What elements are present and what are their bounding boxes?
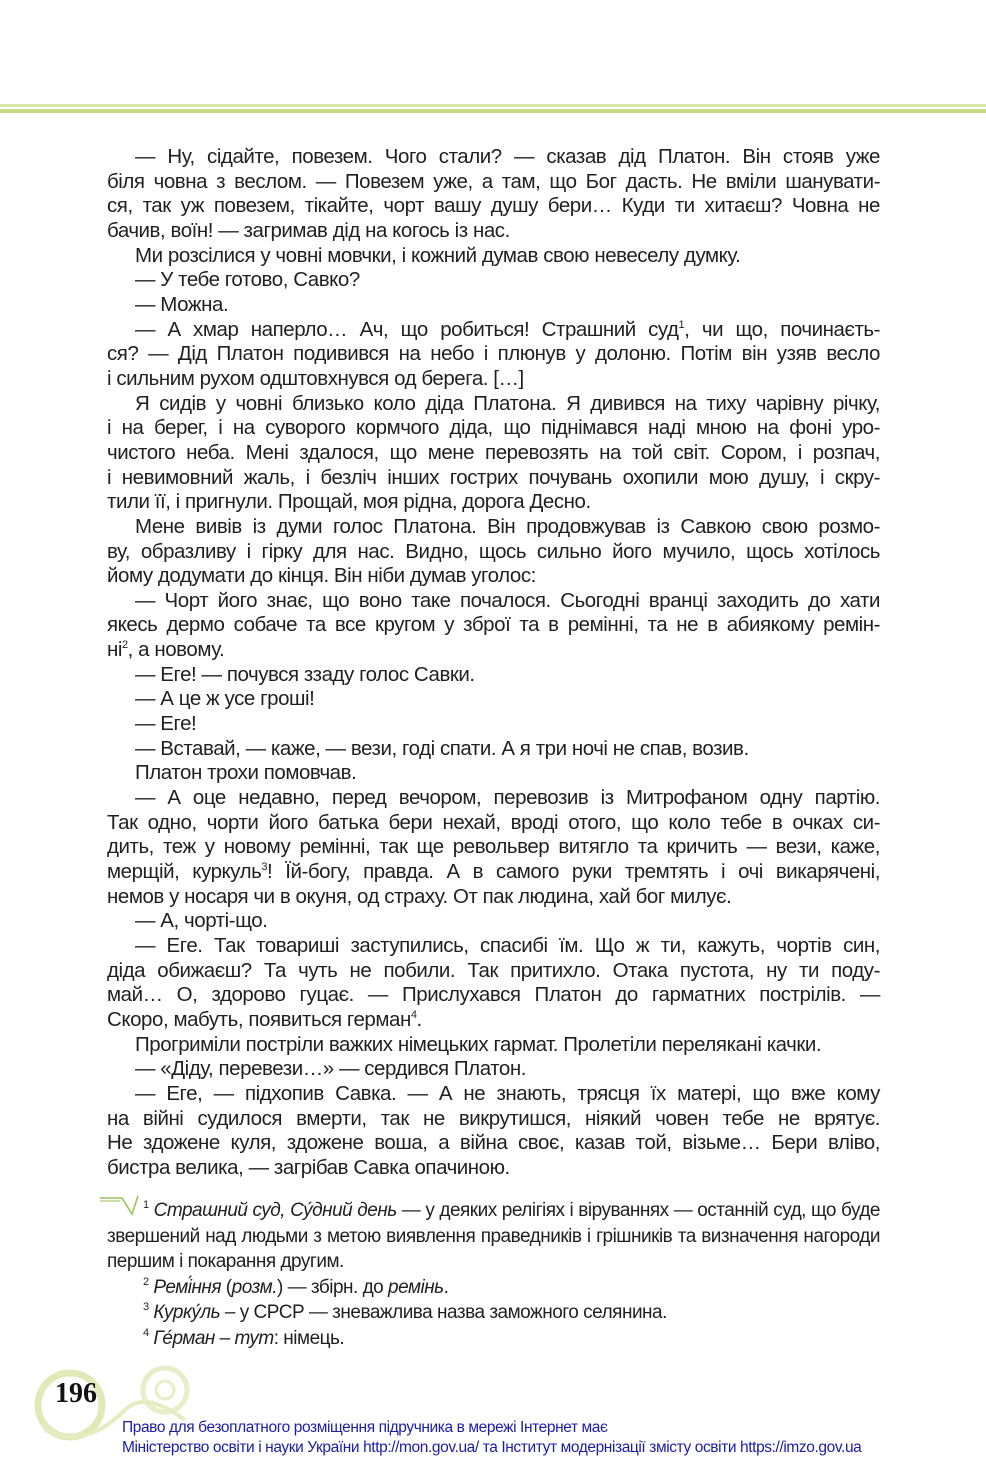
text-span: Ми розсілися у човні мовчки, і кожний думав свою невеселу думку.	[135, 243, 741, 267]
text-line	[107, 786, 880, 811]
text-span: ся? — Дід Платон подивився на небо і плюнув у долоню. Потім він узяв весло	[107, 342, 880, 366]
text-line	[107, 663, 880, 688]
text-line	[107, 342, 880, 367]
text-span: — Можна.	[135, 292, 229, 316]
text-span: немов у носаря чи в окуня, од страху. От пак людина, хай бог милує.	[107, 884, 732, 908]
footnote-number: 4	[143, 1326, 149, 1339]
text-span: ні	[107, 638, 122, 662]
footnote-ref: 3	[261, 861, 268, 874]
text-span: на війні судилося вмерти, так не викрутишся, ніякий човен тебе не врятує.	[107, 1106, 880, 1130]
text-line	[107, 934, 880, 959]
footnote-2	[107, 1275, 880, 1301]
text-line	[107, 1033, 880, 1058]
text-line	[107, 244, 880, 269]
footnote-3	[107, 1300, 880, 1326]
text-span: бачив, воїн! — загримав дід на когось із нас.	[107, 218, 510, 242]
text-line	[107, 1057, 880, 1082]
footnote-text: : німець.	[273, 1327, 345, 1349]
text-line	[107, 909, 880, 934]
footnotes	[107, 1198, 880, 1351]
text-line	[107, 1156, 880, 1181]
footnote-text: –	[214, 1327, 235, 1349]
footnote-term: Страшний суд, Су́дний день	[153, 1200, 397, 1221]
text-line	[107, 737, 880, 762]
text-span: — Еге. Так товариші заступились, спасибі їм. Що ж ти, кажуть, чортів син,	[135, 934, 880, 957]
text-line	[107, 515, 880, 540]
text-span: біля човна з веслом. — Повезем уже, а там, що Бог дасть. Не вміли шанувати-	[107, 169, 880, 193]
text-span: якесь дермо собаче та все кругом у зброї та в ремінні, та не в абиякому ремін-	[107, 613, 880, 637]
text-span: Я сидів у човні близько коло діда Платона. Я дивився на тиху чарівну річку,	[135, 391, 880, 415]
text-line	[107, 392, 880, 417]
footnote-term: ремінь	[388, 1276, 444, 1298]
footer-line-1: Право для безоплатного розміщення підручника в мережі Інтернет має	[122, 1419, 608, 1436]
text-span: Платон трохи помовчав.	[135, 761, 357, 785]
footnote-text: — у деяких релігіях і віруваннях — останній суд, що буде звершений над людьми з метою виявлення праведників і грішників та визначення нагороди першим і покарання другим.	[107, 1200, 880, 1272]
text-span: — А оце недавно, перед вечором, перевозив із Митрофаном одну партію.	[135, 786, 880, 810]
footnote-ref: 1	[678, 318, 685, 331]
text-line	[107, 416, 880, 441]
footnote-1	[107, 1198, 880, 1275]
text-span: чистого неба. Мені здалося, що мене перевозять на той світ. Сором, і розпач,	[107, 440, 880, 464]
text-span: , а новому.	[127, 638, 225, 662]
text-line	[107, 885, 880, 910]
text-line	[107, 1107, 880, 1132]
text-span: йому додумати до кінця. Він ніби думав уголос:	[107, 564, 536, 588]
text-span: — Вставай, — каже, — вези, годі спати. А я три ночі не спав, возив.	[135, 736, 749, 760]
text-span: Скоро, мабуть, появиться герман	[107, 1007, 411, 1031]
footnote-term: Ремі́ння	[153, 1276, 222, 1298]
text-line	[107, 983, 880, 1008]
text-line	[107, 564, 880, 589]
text-line	[107, 268, 880, 293]
text-span: — У тебе готово, Савко?	[135, 268, 360, 292]
copyright-footer	[122, 1418, 861, 1458]
text-line	[107, 441, 880, 466]
text-line	[107, 1131, 880, 1156]
text-line	[107, 490, 880, 515]
footnote-text: ) — збірн. до	[276, 1276, 389, 1298]
text-span: — Еге, — підхопив Савка. — А не знають, трясця їх матері, що вже кому	[135, 1081, 880, 1105]
page-number: 196	[55, 1378, 97, 1409]
text-line	[107, 466, 880, 491]
footnote-text: – у СРСР — зневажлива назва заможного селянина.	[220, 1302, 667, 1323]
text-span: і невимовний жаль, і безліч інших гострих почувань охопили мою душу, і скру-	[107, 465, 880, 489]
footnote-number: 1	[143, 1199, 149, 1211]
text-line	[107, 687, 880, 712]
text-line	[107, 860, 880, 885]
footnote-term: Ге́рман	[153, 1327, 215, 1349]
text-span: ся, так уж повезем, тікайте, чорт вашу душу бери… Куди ти хитаєш? Човна не	[107, 194, 880, 218]
text-line	[107, 638, 880, 663]
header-decorative-stripe	[0, 104, 986, 113]
footnote-text: .	[443, 1276, 449, 1298]
footnote-number: 2	[143, 1275, 149, 1288]
text-span: і на берег, і на суворого кормчого діда, що піднімався наді мною на фоні уро-	[107, 416, 880, 440]
footnote-ref: 4	[410, 1008, 417, 1021]
footnote-term: тут	[234, 1327, 274, 1349]
text-span: Мене вивів із думи голос Платона. Він продовжував із Савкою свою розмо-	[135, 514, 880, 538]
text-line	[107, 712, 880, 737]
text-line	[107, 219, 880, 244]
text-span: діда обижаєш? Та чуть не побили. Так притихло. Отака пустота, ну ти поду-	[107, 958, 880, 982]
text-line	[107, 540, 880, 565]
text-line	[107, 835, 880, 860]
text-span: — Еге! — почувся ззаду голос Савки.	[135, 662, 475, 686]
text-span: — Чорт його знає, що воно таке почалося. Сьогодні вранці заходить до хати	[135, 588, 880, 612]
text-span: бистра велика, — загрібав Савка опачиною.	[107, 1155, 510, 1179]
text-span: .	[416, 1007, 422, 1031]
main-text	[107, 145, 880, 1181]
footnote-term: розм.	[231, 1276, 277, 1298]
text-line	[107, 1008, 880, 1033]
text-span: май… О, здорово гуцає. — Прислухався Платон до гарматних пострілів. —	[107, 983, 880, 1007]
footnote-text: (	[221, 1276, 232, 1298]
text-line	[107, 145, 880, 170]
footnote-ref: 2	[121, 639, 128, 652]
text-span: ву, образливу і гірку для нас. Видно, щось сильно його мучило, щось хотілось	[107, 539, 880, 563]
text-span: ! Їй-богу, правда. А в самого руки тремтять і очі викарячені,	[267, 860, 880, 884]
text-span: — А, чорті-що.	[135, 909, 268, 933]
text-line	[107, 959, 880, 984]
text-line	[107, 367, 880, 392]
text-span: — «Діду, перевези…» — сердився Платон.	[135, 1057, 526, 1081]
text-span: тили її, і пригнули. Прощай, моя рідна, дорога Десно.	[107, 490, 591, 514]
footnote-number: 3	[143, 1301, 149, 1313]
text-span: — Еге!	[135, 712, 197, 736]
text-span: Прогриміли постріли важких німецьких гармат. Пролетіли перелякані качки.	[135, 1032, 822, 1056]
text-line	[107, 194, 880, 219]
text-span: , чи що, починаєть-	[684, 317, 881, 341]
footnote-term: Курку́ль	[153, 1302, 221, 1323]
text-line	[107, 811, 880, 836]
text-line	[107, 613, 880, 638]
text-line	[107, 1082, 880, 1107]
text-span: Не здожене куля, здожене воша, а війна своє, казав той, візьме… Бери вліво,	[107, 1131, 880, 1155]
text-line	[107, 293, 880, 318]
text-span: дить, теж у новому ремінні, так ще револьвер витягло та кричить — вези, каже,	[107, 835, 880, 859]
text-span: — А це ж усе гроші!	[135, 687, 315, 711]
footer-line-2: Міністерство освіти і науки України http://mon.gov.ua/ та Інститут модернізації змісту освіти https://imzo.gov.ua	[122, 1439, 862, 1456]
text-line	[107, 589, 880, 614]
text-span: і сильним рухом одштовхнувся од берега. […]	[107, 366, 524, 390]
text-span: мерщій, куркуль	[107, 860, 262, 884]
text-line	[107, 170, 880, 195]
text-span: Так одно, чорти його батька бери нехай, вроді отого, що коло тебе в очках си-	[107, 810, 880, 834]
text-line	[107, 318, 880, 343]
text-line	[107, 761, 880, 786]
footnote-4	[107, 1326, 880, 1352]
text-span: — А хмар наперло… Ач, що робиться! Страшний суд	[135, 317, 679, 341]
text-span: — Ну, сідайте, повезем. Чого стали? — сказав дід Платон. Він стояв уже	[135, 145, 880, 168]
